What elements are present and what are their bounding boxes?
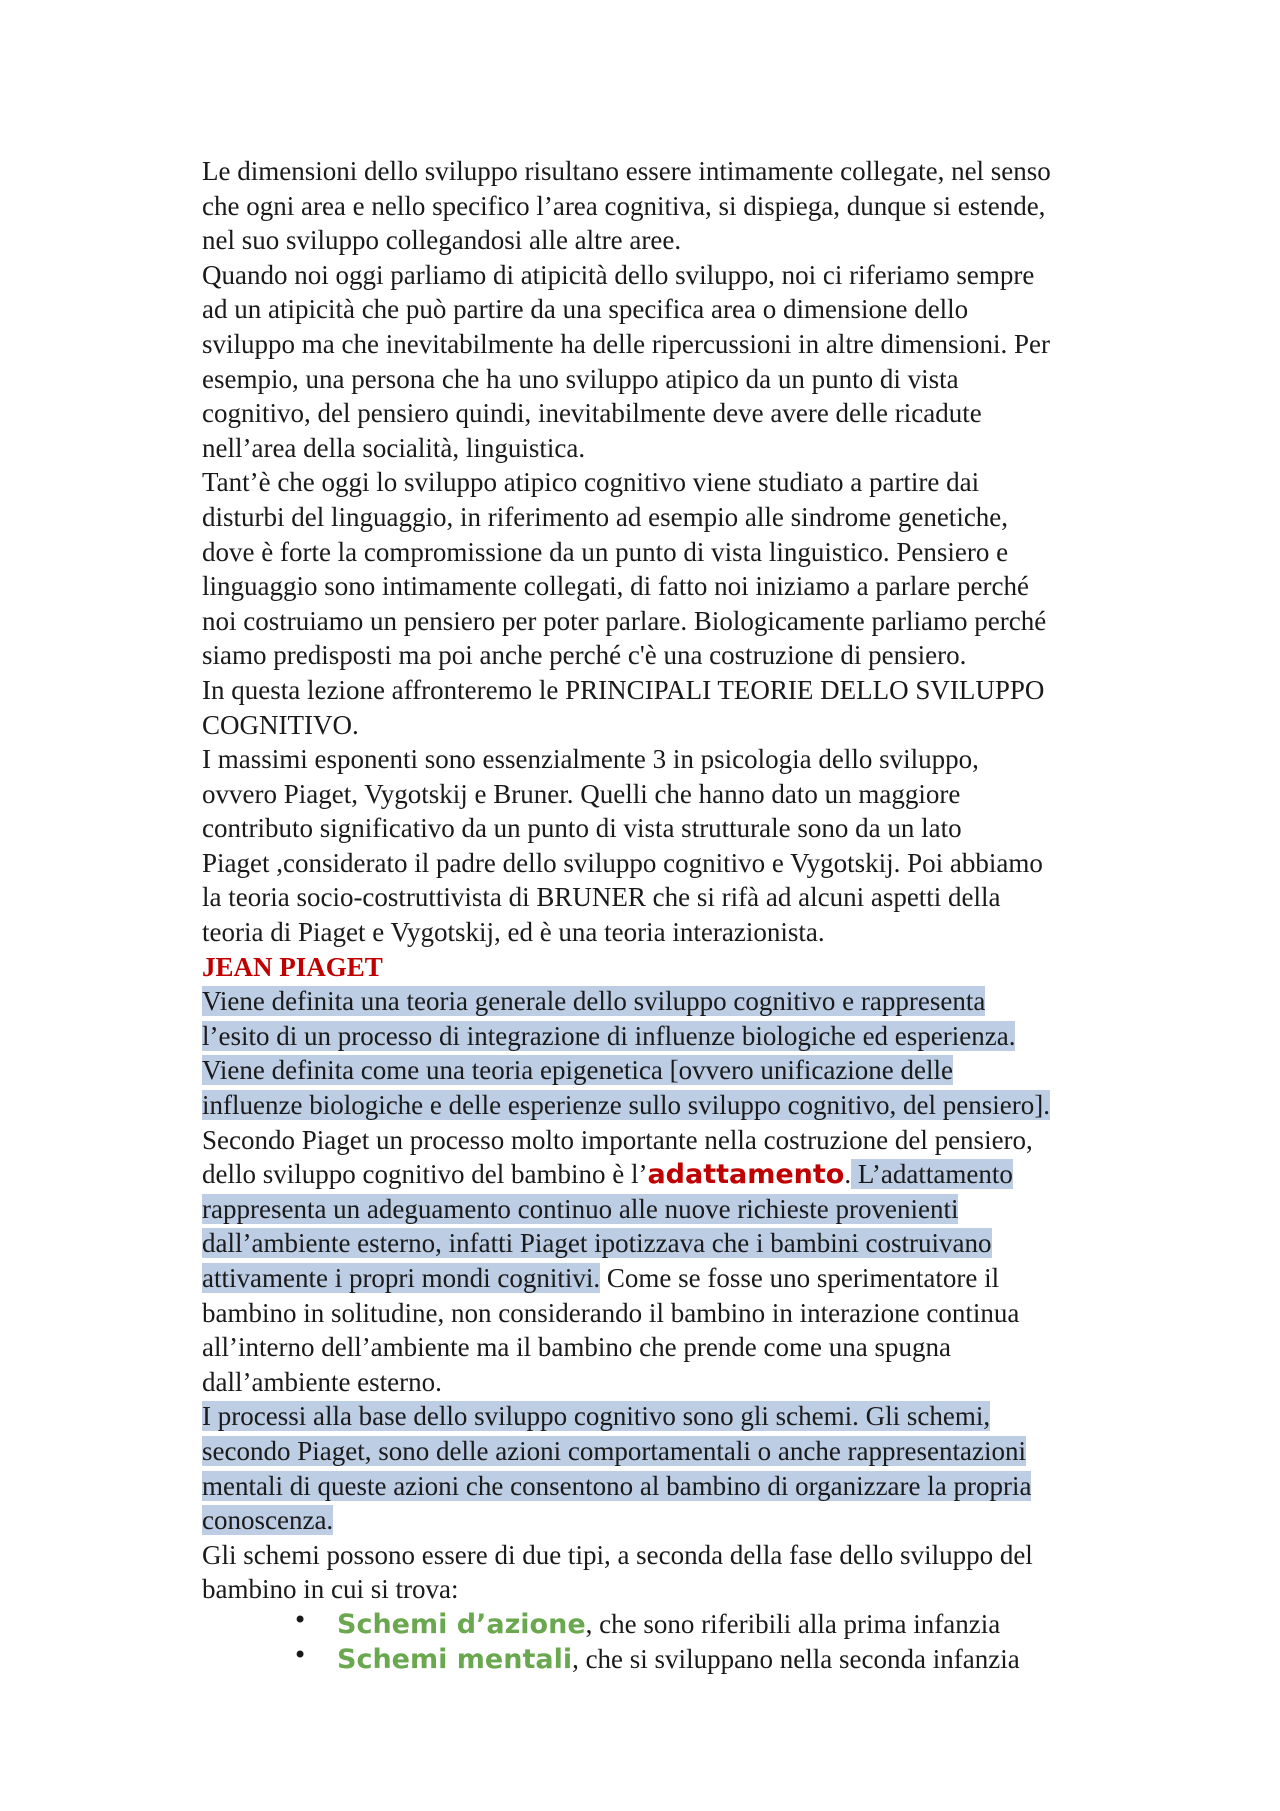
text-fragment: , che sono riferibili alla prima infanzia xyxy=(585,1608,1001,1639)
list-item xyxy=(202,1607,1162,1642)
keyword-schemi-azione: Schemi d’azione xyxy=(337,1608,586,1640)
highlighted-line xyxy=(202,1434,1162,1469)
text-line: ovvero Piaget, Vygotskij e Bruner. Quelli che hanno dato un maggiore xyxy=(202,778,961,809)
text-line: che ogni area e nello specifico l’area cognitiva, si dispiega, dunque si estende, xyxy=(202,190,1046,221)
text-line: Piaget ,considerato il padre dello sviluppo cognitivo e Vygotskij. Poi abbiamo xyxy=(202,847,1043,878)
text-line: Le dimensioni dello sviluppo risultano essere intimamente collegate, nel senso xyxy=(202,156,1051,186)
text-line: I massimi esponenti sono essenzialmente 3 in psicologia dello sviluppo, xyxy=(202,744,979,775)
text-line: sviluppo ma che inevitabilmente ha delle ripercussioni in altre dimensioni. Per xyxy=(202,328,1051,359)
highlight-text: influenze biologiche e delle esperienze sullo sviluppo cognitivo, del pensiero]. xyxy=(202,1090,1050,1121)
text-line: teoria di Piaget e Vygotskij, ed è una teoria interazionista. xyxy=(202,917,825,948)
highlight-text: L’adattamento xyxy=(851,1159,1013,1190)
text-line: Gli schemi possono essere di due tipi, a seconda della fase dello sviluppo del xyxy=(202,1539,1033,1570)
text-fragment: . xyxy=(844,1159,852,1190)
text-line: disturbi del linguaggio, in riferimento ad esempio alle sindrome genetiche, xyxy=(202,501,1009,532)
mixed-line xyxy=(202,1261,1162,1296)
highlight-text: mentali di queste azioni che consentono al bambino di organizzare la propria xyxy=(202,1470,1032,1501)
bullet-icon: • xyxy=(293,1640,308,1669)
text-fragment: Come se fosse uno sperimentatore il xyxy=(600,1263,1000,1293)
highlight-text: conoscenza. xyxy=(202,1505,334,1536)
highlight-text: Viene definita una teoria generale dello sviluppo cognitivo e rappresenta xyxy=(202,986,986,1017)
highlighted-line xyxy=(202,1226,1162,1261)
highlighted-line xyxy=(202,1192,1162,1227)
adattamento-line xyxy=(202,1157,1162,1192)
highlight-text: dall’ambiente esterno, infatti Piaget ipotizzava che i bambini costruivano xyxy=(202,1228,992,1259)
text-line: ad un atipicità che può partire da una specifica area o dimensione dello xyxy=(202,294,969,325)
list-item xyxy=(202,1642,1162,1677)
highlight-text: secondo Piaget, sono delle azioni comportamentali o anche rappresentazioni xyxy=(202,1435,1026,1466)
highlighted-line xyxy=(202,984,1162,1019)
highlight-text: l’esito di un processo di integrazione di influenze biologiche ed esperienza. xyxy=(202,1020,1016,1051)
text-line: esempio, una persona che ha uno sviluppo atipico da un punto di vista xyxy=(202,363,959,394)
highlighted-line xyxy=(202,1503,1162,1538)
section-heading-jean-piaget: JEAN PIAGET xyxy=(202,951,383,982)
text-line: nell’area della socialità, linguistica. xyxy=(202,432,586,463)
text-line: COGNITIVO. xyxy=(202,709,359,740)
highlighted-line xyxy=(202,1019,1162,1054)
text-line: In questa lezione affronteremo le PRINCIPALI TEORIE DELLO SVILUPPO xyxy=(202,674,1045,705)
document-body xyxy=(202,154,1162,1676)
text-line: bambino in solitudine, non considerando il bambino in interazione continua xyxy=(202,1297,1020,1328)
text-line: Tant’è che oggi lo sviluppo atipico cognitivo viene studiato a partire dai xyxy=(202,467,980,498)
text-fragment: dello sviluppo cognitivo del bambino è l’ xyxy=(202,1159,648,1190)
bullet-icon: • xyxy=(293,1605,308,1634)
highlight-text: rappresenta un adeguamento continuo alle nuove richieste provenienti xyxy=(202,1193,959,1224)
keyword-adattamento: adattamento xyxy=(647,1159,845,1191)
text-line: cognitivo, del pensiero quindi, inevitabilmente deve avere delle ricadute xyxy=(202,398,982,429)
highlighted-line xyxy=(202,1053,1162,1088)
highlighted-line xyxy=(202,1469,1162,1504)
schemi-bullet-list xyxy=(202,1607,1162,1676)
highlight-text: attivamente i propri mondi cognitivi. xyxy=(202,1263,601,1293)
text-line: Secondo Piaget un processo molto importante nella costruzione del pensiero, xyxy=(202,1124,1033,1155)
text-line: dall’ambiente esterno. xyxy=(202,1366,442,1397)
highlighted-line xyxy=(202,1399,1162,1434)
text-line: la teoria socio-costruttivista di BRUNER che si rifà ad alcuni aspetti della xyxy=(202,882,1001,913)
text-line: siamo predisposti ma poi anche perché c'è una costruzione di pensiero. xyxy=(202,640,967,671)
text-line: dove è forte la compromissione da un punto di vista linguistico. Pensiero e xyxy=(202,536,1009,567)
text-line: nel suo sviluppo collegandosi alle altre aree. xyxy=(202,225,682,256)
text-line: contributo significativo da un punto di vista strutturale sono da un lato xyxy=(202,813,962,844)
highlight-text: Viene definita come una teoria epigenetica [ovvero unificazione delle xyxy=(202,1055,954,1086)
text-fragment: , che si sviluppano nella seconda infanzia xyxy=(572,1643,1020,1674)
text-line: bambino in cui si trova: xyxy=(202,1574,459,1605)
text-line: all’interno dell’ambiente ma il bambino che prende come una spugna xyxy=(202,1332,951,1363)
text-line: linguaggio sono intimamente collegati, di fatto noi iniziamo a parlare perché xyxy=(202,571,1029,602)
text-line: Quando noi oggi parliamo di atipicità dello sviluppo, noi ci riferiamo sempre xyxy=(202,259,1035,290)
text-line: noi costruiamo un pensiero per poter parlare. Biologicamente parliamo perché xyxy=(202,605,1047,636)
keyword-schemi-mentali: Schemi mentali xyxy=(337,1643,573,1675)
highlighted-line xyxy=(202,1088,1162,1123)
highlight-text: I processi alla base dello sviluppo cognitivo sono gli schemi. Gli schemi, xyxy=(202,1401,991,1432)
